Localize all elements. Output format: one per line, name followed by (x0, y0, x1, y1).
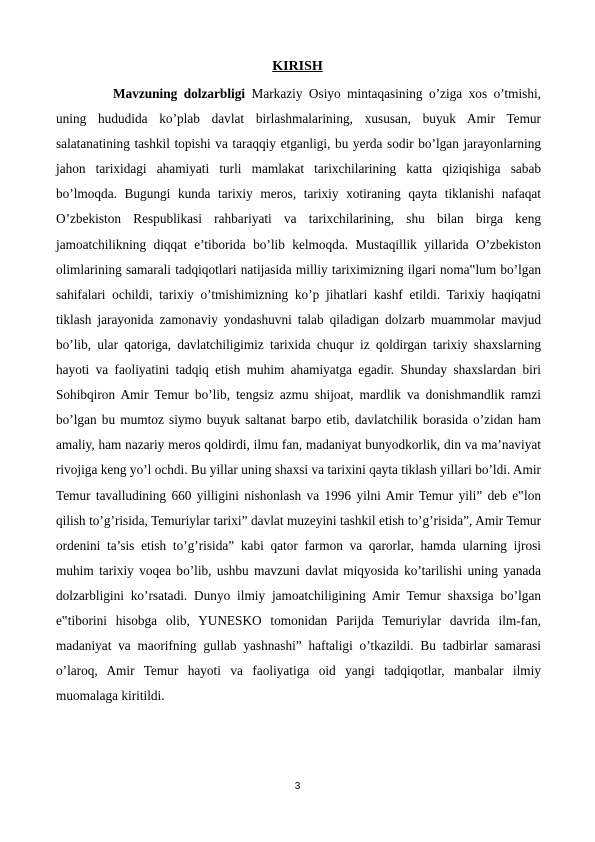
paragraph-lead: Mavzuning dolzarbligi (113, 86, 246, 101)
body-paragraph (56, 81, 541, 708)
paragraph-text: Markaziy Osiyo mintaqasining o’ziga xos o’tmishi, uning hududida ko’plab davlat birlashmalarining, xususan, buyuk Amir Temur salatanatining tashkil topishi va taraqqiy etganligi, bu yerda sodir bo’lgan jarayonlarning jahon tarixidagi ahamiyati turli mamlakat tarixchilarining katta qiziqishiga sabab bo’lmoqda. Bugungi kunda tarixiy meros, tarixiy xotiraning qayta tiklanishi nafaqat O’zbekiston Respublikasi rahbariyati va tarixchilarining, shu bilan birga keng jamoatchilikning diqqat e’tiborida bo’lib kelmoqda. Mustaqillik yillarida O’zbekiston olimlarining samarali tadqiqotlari natijasida milliy tariximizning ilgari noma‟lum bo’lgan sahifalari ochildi, tarixiy o’tmishimizning ko’p jihatlari kashf etildi. Tarixiy haqiqatni tiklash jarayonida zamonaviy yondashuvni talab qiladigan dolzarb muammolar mavjud bo’lib, ular qatoriga, davlatchiligimiz tarixida chuqur iz qoldirgan tarixiy shaxslarning hayoti va faoliyatini tadqiq etish muhim ahamiyatga egadir. Shunday shaxslardan biri Sohibqiron Amir Temur bo’lib, tengsiz azmu shijoat, mardlik va donishmandlik ramzi bo’lgan bu mumtoz siymo buyuk saltanat barpo etib, davlatchilik borasida o’zidan ham amaliy, ham nazariy meros qoldirdi, ilmu fan, madaniyat bunyodkorlik, din va ma’naviyat rivojiga keng yo’l ochdi. Bu yillar uning shaxsi va tarixini qayta tiklash yillari bo’ldi. Amir Temur tavalludining 660 yilligini nishonlash va 1996 yilni Amir Temur yili” deb e‟lon qilish to’g’risida, Temuriylar tarixi” davlat muzeyini tashkil etish to’g’risida”, Amir Temur ordenini ta’sis etish to’g’risida” kabi qator farmon va qarorlar, hamda ularning ijrosi muhim tarixiy voqea bo’lib, ushbu mavzuni davlat miqyosida ko’tarilishi uning yanada dolzarbligini ko’rsatadi. Dunyo ilmiy jamoatchiligining Amir Temur shaxsiga bo’lgan e‟tiborini hisobga olib, YUNESKO tomonidan Parijda Temuriylar davrida ilm-fan, madaniyat va maorifning gullab yashnashi” haftaligi o’tkazildi. Bu tadbirlar samarasi o’laroq, Amir Temur hayoti va faoliyatiga oid yangi tadqiqotlar, manbalar ilmiy muomalaga kiritildi. (56, 86, 541, 704)
section-heading: KIRISH (272, 59, 323, 74)
page-number: 3 (294, 781, 301, 792)
